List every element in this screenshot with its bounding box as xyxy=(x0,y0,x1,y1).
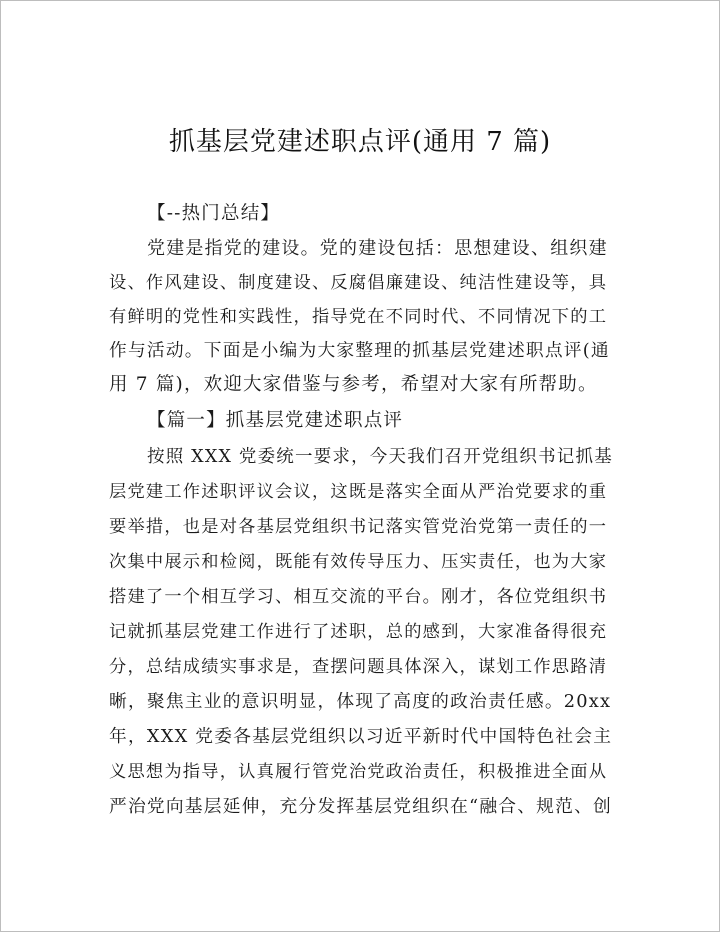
body-line: 严治党向基层延伸，充分发挥基层党组织在“融合、规范、创 xyxy=(109,797,612,817)
body-line: 年，XXX 党委各基层党组织以习近平新时代中国特色社会主 xyxy=(109,727,613,747)
body-line: 搭建了一个相互学习、相互交流的平台。刚才，各位党组织书 xyxy=(109,587,608,607)
body-line: 分，总结成绩实事求是，查摆问题具体深入，谋划工作思路清 xyxy=(109,657,608,677)
body-line: 要举措，也是对各基层党组织书记落实管党治党第一责任的一 xyxy=(109,517,608,537)
intro-line: 设、作风建设、制度建设、反腐倡廉建设、纯洁性建设等，具 xyxy=(109,273,608,293)
intro-line: 党建是指党的建设。党的建设包括：思想建设、组织建 xyxy=(147,238,608,259)
intro-line: 有鲜明的党性和实践性，指导党在不同时代、不同情况下的工 xyxy=(109,307,608,327)
page-title: 抓基层党建述职点评(通用 7 篇) xyxy=(168,127,552,157)
body-line: 晰，聚焦主业的意识明显，体现了高度的政治责任感。20xx xyxy=(109,692,612,712)
body-line: 次集中展示和检阅，既能有效传导压力、压实责任，也为大家 xyxy=(109,552,608,572)
hot-summary-tag: 【--热门总结】 xyxy=(147,203,281,224)
intro-line: 用 7 篇)，欢迎大家借鉴与参考，希望对大家有所帮助。 xyxy=(109,374,598,395)
body-line: 层党建工作述职评议会议，这既是落实全面从严治党要求的重 xyxy=(109,482,608,502)
body-line: 义思想为指导，认真履行管党治党政治责任，积极推进全面从 xyxy=(109,762,608,782)
section-heading: 【篇一】抓基层党建述职点评 xyxy=(147,410,404,431)
intro-line: 作与活动。下面是小编为大家整理的抓基层党建述职点评(通 xyxy=(109,341,610,361)
body-line: 记就抓基层党建工作进行了述职，总的感到，大家准备得很充 xyxy=(109,622,608,642)
body-line: 按照 XXX 党委统一要求，今天我们召开党组织书记抓基 xyxy=(147,447,613,467)
